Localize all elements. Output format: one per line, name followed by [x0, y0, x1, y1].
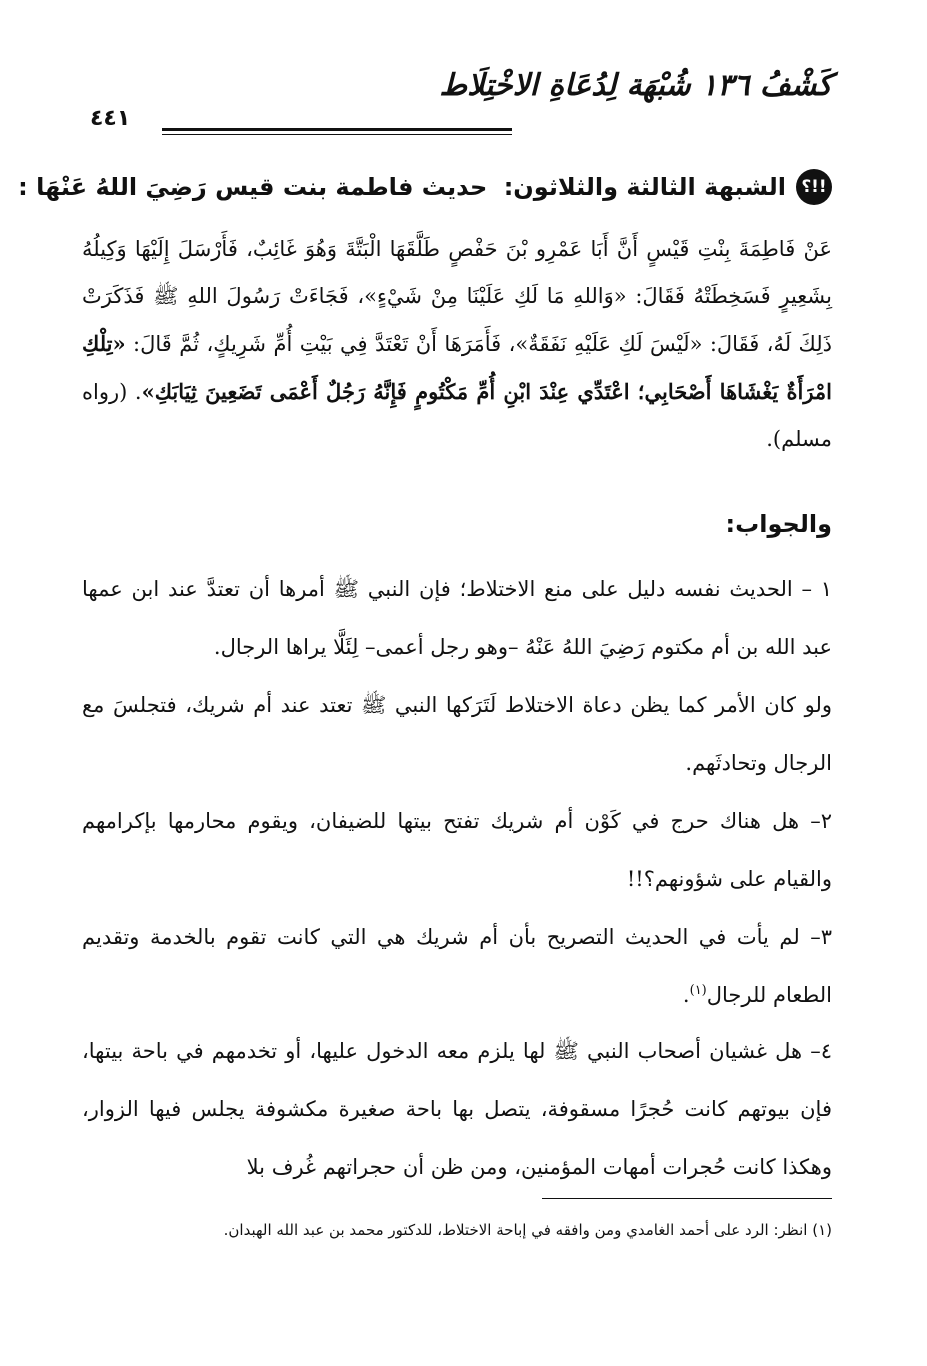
- answer-paragraph-2: ولو كان الأمر كما يظن دعاة الاختلاط لَتَرَكها النبي ﷺ تعتد عند أم شريك، فتجلسَ مع الرجال وتحادثَهم.: [82, 693, 832, 775]
- answer-paragraph-4-end: .: [682, 983, 690, 1007]
- section-title-part2: حديث فاطمة بنت قيس رَضِيَ اللهُ عَنْهَا :: [18, 173, 488, 201]
- hadith-plain: عَنْ فَاطِمَةَ بِنْتِ قَيْسٍ أَنَّ أَبَا عَمْرِو بْنَ حَفْصٍ طَلَّقَهَا الْبَتَّةَ وَهُوَ غَائِبٌ، فَأَرْسَلَ إِلَيْهَا وَكِيلُهُ بِشَعِيرٍ فَسَخِطَتْهُ فَقَالَ: «وَاللهِ مَا لَكِ عَلَيْنَا مِنْ شَيْءٍ»، فَجَاءَتْ رَسُولَ اللهِ ﷺ فَذَكَرَتْ ذَلِكَ لَهُ، فَقَالَ: «لَيْسَ لَكِ عَلَيْهِ نَفَقَةٌ»، فَأَمَرَهَا أَنْ تَعْتَدَّ فِي بَيْتِ أُمِّ شَرِيكٍ، ثُمَّ قَالَ:: [82, 237, 832, 356]
- question-badge-icon: !!؟: [796, 169, 832, 205]
- answer-paragraph-5: ٤– هل غشيان أصحاب النبي ﷺ لها يلزم معه الدخول عليها، أو تخدمهم في باحة بيتها، فإن بيوتهم كانت حُجرًا مسقوفة، يتصل بها باحة صغيرة مكشوفة يجلس فيها الزوار، وهكذا كانت حُجرات أمهات المؤمنين، ومن ظن أن حجراتهم غُرف بلا: [82, 1039, 832, 1179]
- answer-paragraph-1: ١ – الحديث نفسه دليل على منع الاختلاط؛ فإن النبي ﷺ أمرها أن تعتدَّ عند ابن عمها عبد الله بن أم مكتوم رَضِيَ اللهُ عَنْهُ –وهو رجل أعمى– لِئَلَّا يراها الرجال.: [82, 577, 832, 659]
- hadith-source: . (رواه مسلم).: [82, 380, 832, 451]
- section-title: [18, 173, 786, 201]
- answer-paragraph-4-text: ٣– لم يأت في الحديث التصريح بأن أم شريك هي التي كانت تقوم بالخدمة وتقديم الطعام للرجال: [82, 925, 832, 1007]
- page-header: [90, 60, 832, 140]
- answer-heading: والجواب:: [725, 510, 832, 538]
- footnote-divider: [542, 1198, 832, 1199]
- section-heading: [18, 162, 832, 212]
- section-title-part1: الشبهة الثالثة والثلاثون:: [503, 173, 786, 201]
- page-number: ٤٤١: [90, 106, 131, 131]
- answer-paragraph-4: [82, 908, 832, 1024]
- answer-paragraph-3: ٢– هل هناك حرج في كَوْن أم شريك تفتح بيتها للضيفان، ويقوم محارمها بإكرامهم والقيام على شؤونهم؟!!: [82, 809, 832, 891]
- book-title: كَشْفُ ١٣٦ شُبْهَة لِدُعَاةِ الاخْتِلَاط: [439, 68, 832, 103]
- hadith-text: [82, 226, 832, 463]
- hadith-bold-quote: «تِلْكِ امْرَأَةٌ يَغْشَاهَا أَصْحَابِي؛ اعْتَدِّي عِنْدَ ابْنِ أُمِّ مَكْتُومٍ فَإِنَّهُ رَجُلٌ أَعْمَى تَضَعِينَ ثِيَابَكِ»: [82, 331, 832, 404]
- footnote: (١) انظر: الرد على أحمد الغامدي ومن وافقه في إباحة الاختلاط، للدكتور محمد بن عبد الله الهبدان.: [223, 1221, 832, 1239]
- header-rule-thin: [162, 134, 512, 135]
- header-rule: [162, 128, 512, 131]
- footnote-marker: (١): [689, 983, 707, 998]
